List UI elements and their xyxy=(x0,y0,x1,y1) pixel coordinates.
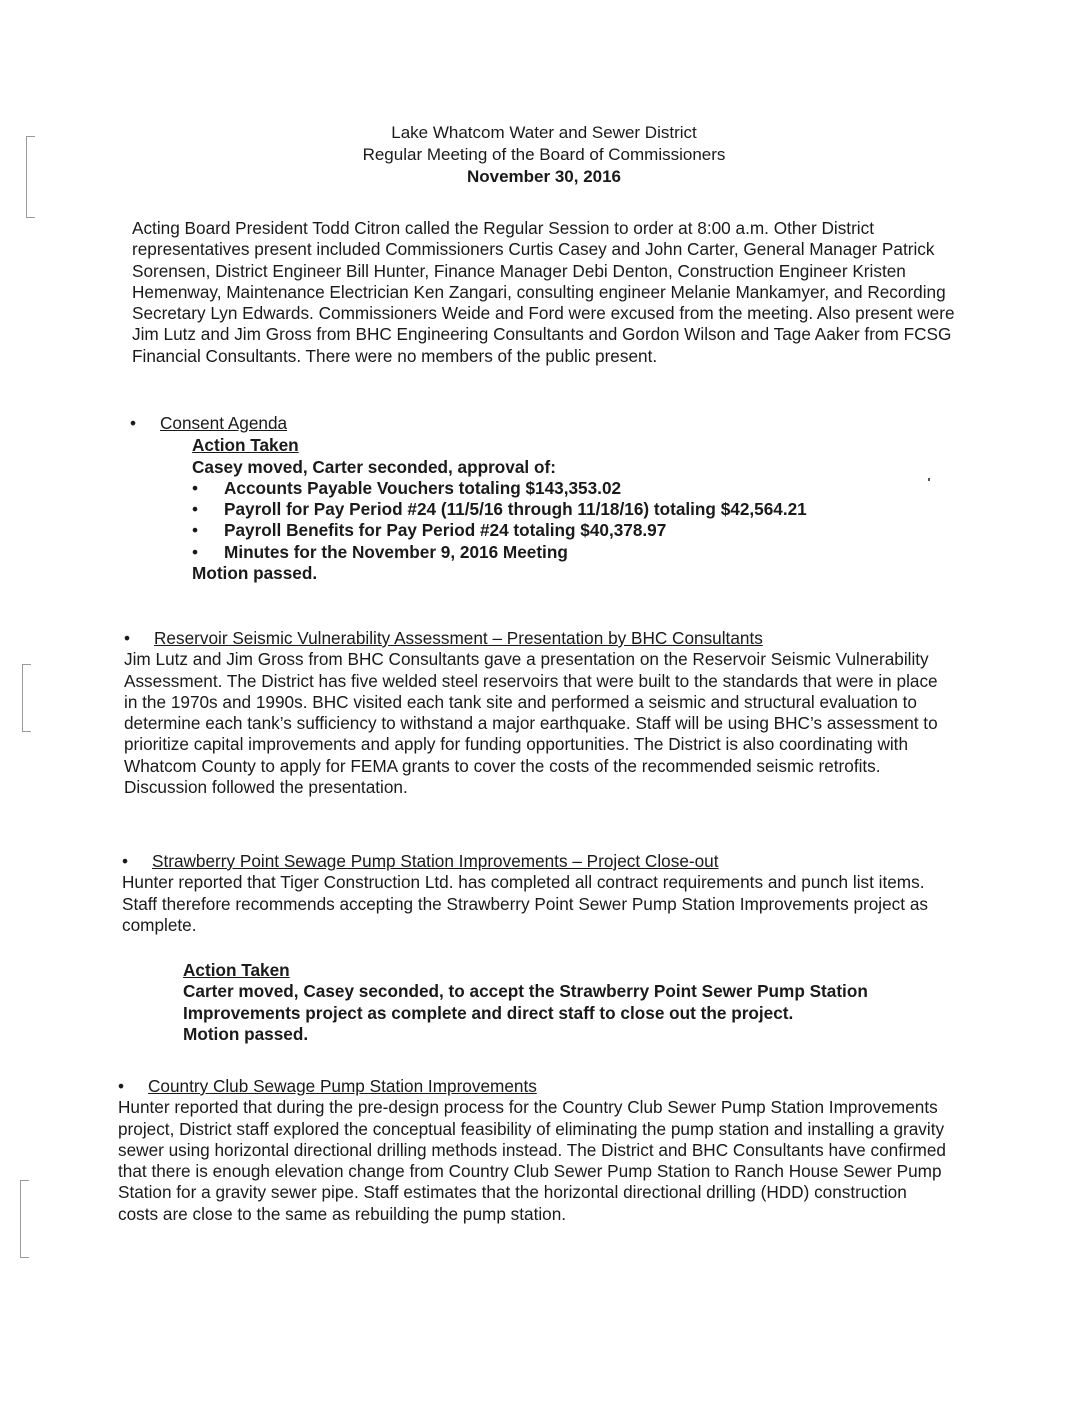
consent-items-list xyxy=(192,478,950,563)
reservoir-section xyxy=(124,628,948,798)
country-club-body: Hunter reported that during the pre-design process for the Country Club Sewer Pump Station Improvements project, District staff explored the conceptual feasibility of eliminating the pump station and installing a gravity sewer using horizontal directional drilling methods instead. The District and BHC Consultants have confirmed that there is enough elevation change from Country Club Sewer Pump Station to Ranch House Sewer Pump Station for a gravity sewer pipe. Staff estimates that the horizontal directional drilling (HDD) construction costs are close to the same as rebuilding the pump station. xyxy=(118,1097,946,1224)
consent-agenda-section xyxy=(130,413,950,584)
section-title: Consent Agenda xyxy=(160,413,288,433)
list-item-text: Minutes for the November 9, 2016 Meeting xyxy=(224,541,568,562)
list-item xyxy=(192,542,950,563)
strawberry-body: Hunter reported that Tiger Construction Ltd. has completed all contract requirements and punch list items. Staff therefore recommends accepting the Strawberry Point Sewer Pump Station Improvements project as complete. xyxy=(122,872,928,935)
list-item xyxy=(192,520,950,541)
section-title: Country Club Sewage Pump Station Improvements xyxy=(148,1076,537,1096)
margin-mark xyxy=(20,1180,29,1258)
bullet-icon: • xyxy=(122,851,129,871)
strawberry-section xyxy=(122,851,946,936)
reservoir-body: Jim Lutz and Jim Gross from BHC Consultants gave a presentation on the Reservoir Seismic Vulnerability Assessment. The District has five welded steel reservoirs that were built to the standards that were in place in the 1970s and 1990s. BHC visited each tank site and performed a seismic and structural evaluation to determine each tank’s sufficiency to withstand a major earthquake. Staff will be using BHC’s assessment to prioritize capital improvements and apply for funding opportunities. The District is also coordinating with Whatcom County to apply for FEMA grants to cover the costs of the recommended seismic retrofits. Discussion followed the presentation. xyxy=(124,649,938,798)
strawberry-heading xyxy=(122,851,946,872)
list-item-text: Accounts Payable Vouchers totaling $143,353.02 xyxy=(224,477,622,498)
margin-mark xyxy=(22,664,31,732)
bullet-icon: • xyxy=(118,1076,125,1096)
section-title: Strawberry Point Sewage Pump Station Improvements – Project Close-out xyxy=(152,851,719,871)
bullet-icon: • xyxy=(192,541,199,562)
country-club-heading xyxy=(118,1076,946,1097)
list-item-text: Payroll Benefits for Pay Period #24 totaling $40,378.97 xyxy=(224,520,667,541)
document-header xyxy=(0,122,1088,188)
strawberry-motion: Carter moved, Casey seconded, to accept the Strawberry Point Sewer Pump Station Improvements project as complete and direct staff to close out the project. xyxy=(183,981,868,1023)
consent-action-block xyxy=(192,435,950,584)
bullet-icon: • xyxy=(124,628,131,648)
action-taken-heading: Action Taken xyxy=(192,435,299,456)
consent-result: Motion passed. xyxy=(192,563,318,584)
list-item xyxy=(192,499,950,520)
meeting-title: Regular Meeting of the Board of Commissioners xyxy=(362,145,726,164)
meeting-date: November 30, 2016 xyxy=(466,167,622,186)
consent-motion: Casey moved, Carter seconded, approval of: xyxy=(192,456,556,477)
action-taken-heading: Action Taken xyxy=(183,960,290,980)
list-item-text: Payroll for Pay Period #24 (11/5/16 through 11/18/16) totaling $42,564.21 xyxy=(224,499,807,520)
list-item xyxy=(192,478,950,499)
org-name: Lake Whatcom Water and Sewer District xyxy=(391,123,697,142)
country-club-section xyxy=(118,1076,946,1225)
bullet-icon: • xyxy=(192,477,199,498)
intro-paragraph: Acting Board President Todd Citron called the Regular Session to order at 8:00 a.m. Other District representatives present included Commissioners Curtis Casey and John Carter, General Manager Patrick Sorensen, District Engineer Bill Hunter, Finance Manager Debi Denton, Construction Engineer Kristen Hemenway, Maintenance Electrician Ken Zangari, consulting engineer Melanie Mankamyer, and Recording Secretary Lyn Edwards. Commissioners Weide and Ford were excused from the meeting. Also present were Jim Lutz and Jim Gross from BHC Engineering Consultants and Gordon Wilson and Tage Aaker from FCSG Financial Consultants. There were no members of the public present. xyxy=(132,218,955,366)
section-title: Reservoir Seismic Vulnerability Assessment – Presentation by BHC Consultants xyxy=(154,628,763,648)
bullet-icon: • xyxy=(192,520,199,541)
reservoir-heading xyxy=(124,628,948,649)
consent-agenda-heading xyxy=(130,413,950,434)
bullet-icon: • xyxy=(130,413,137,433)
bullet-icon: • xyxy=(192,499,199,520)
strawberry-result: Motion passed. xyxy=(183,1023,309,1044)
strawberry-action-block xyxy=(183,960,948,1045)
